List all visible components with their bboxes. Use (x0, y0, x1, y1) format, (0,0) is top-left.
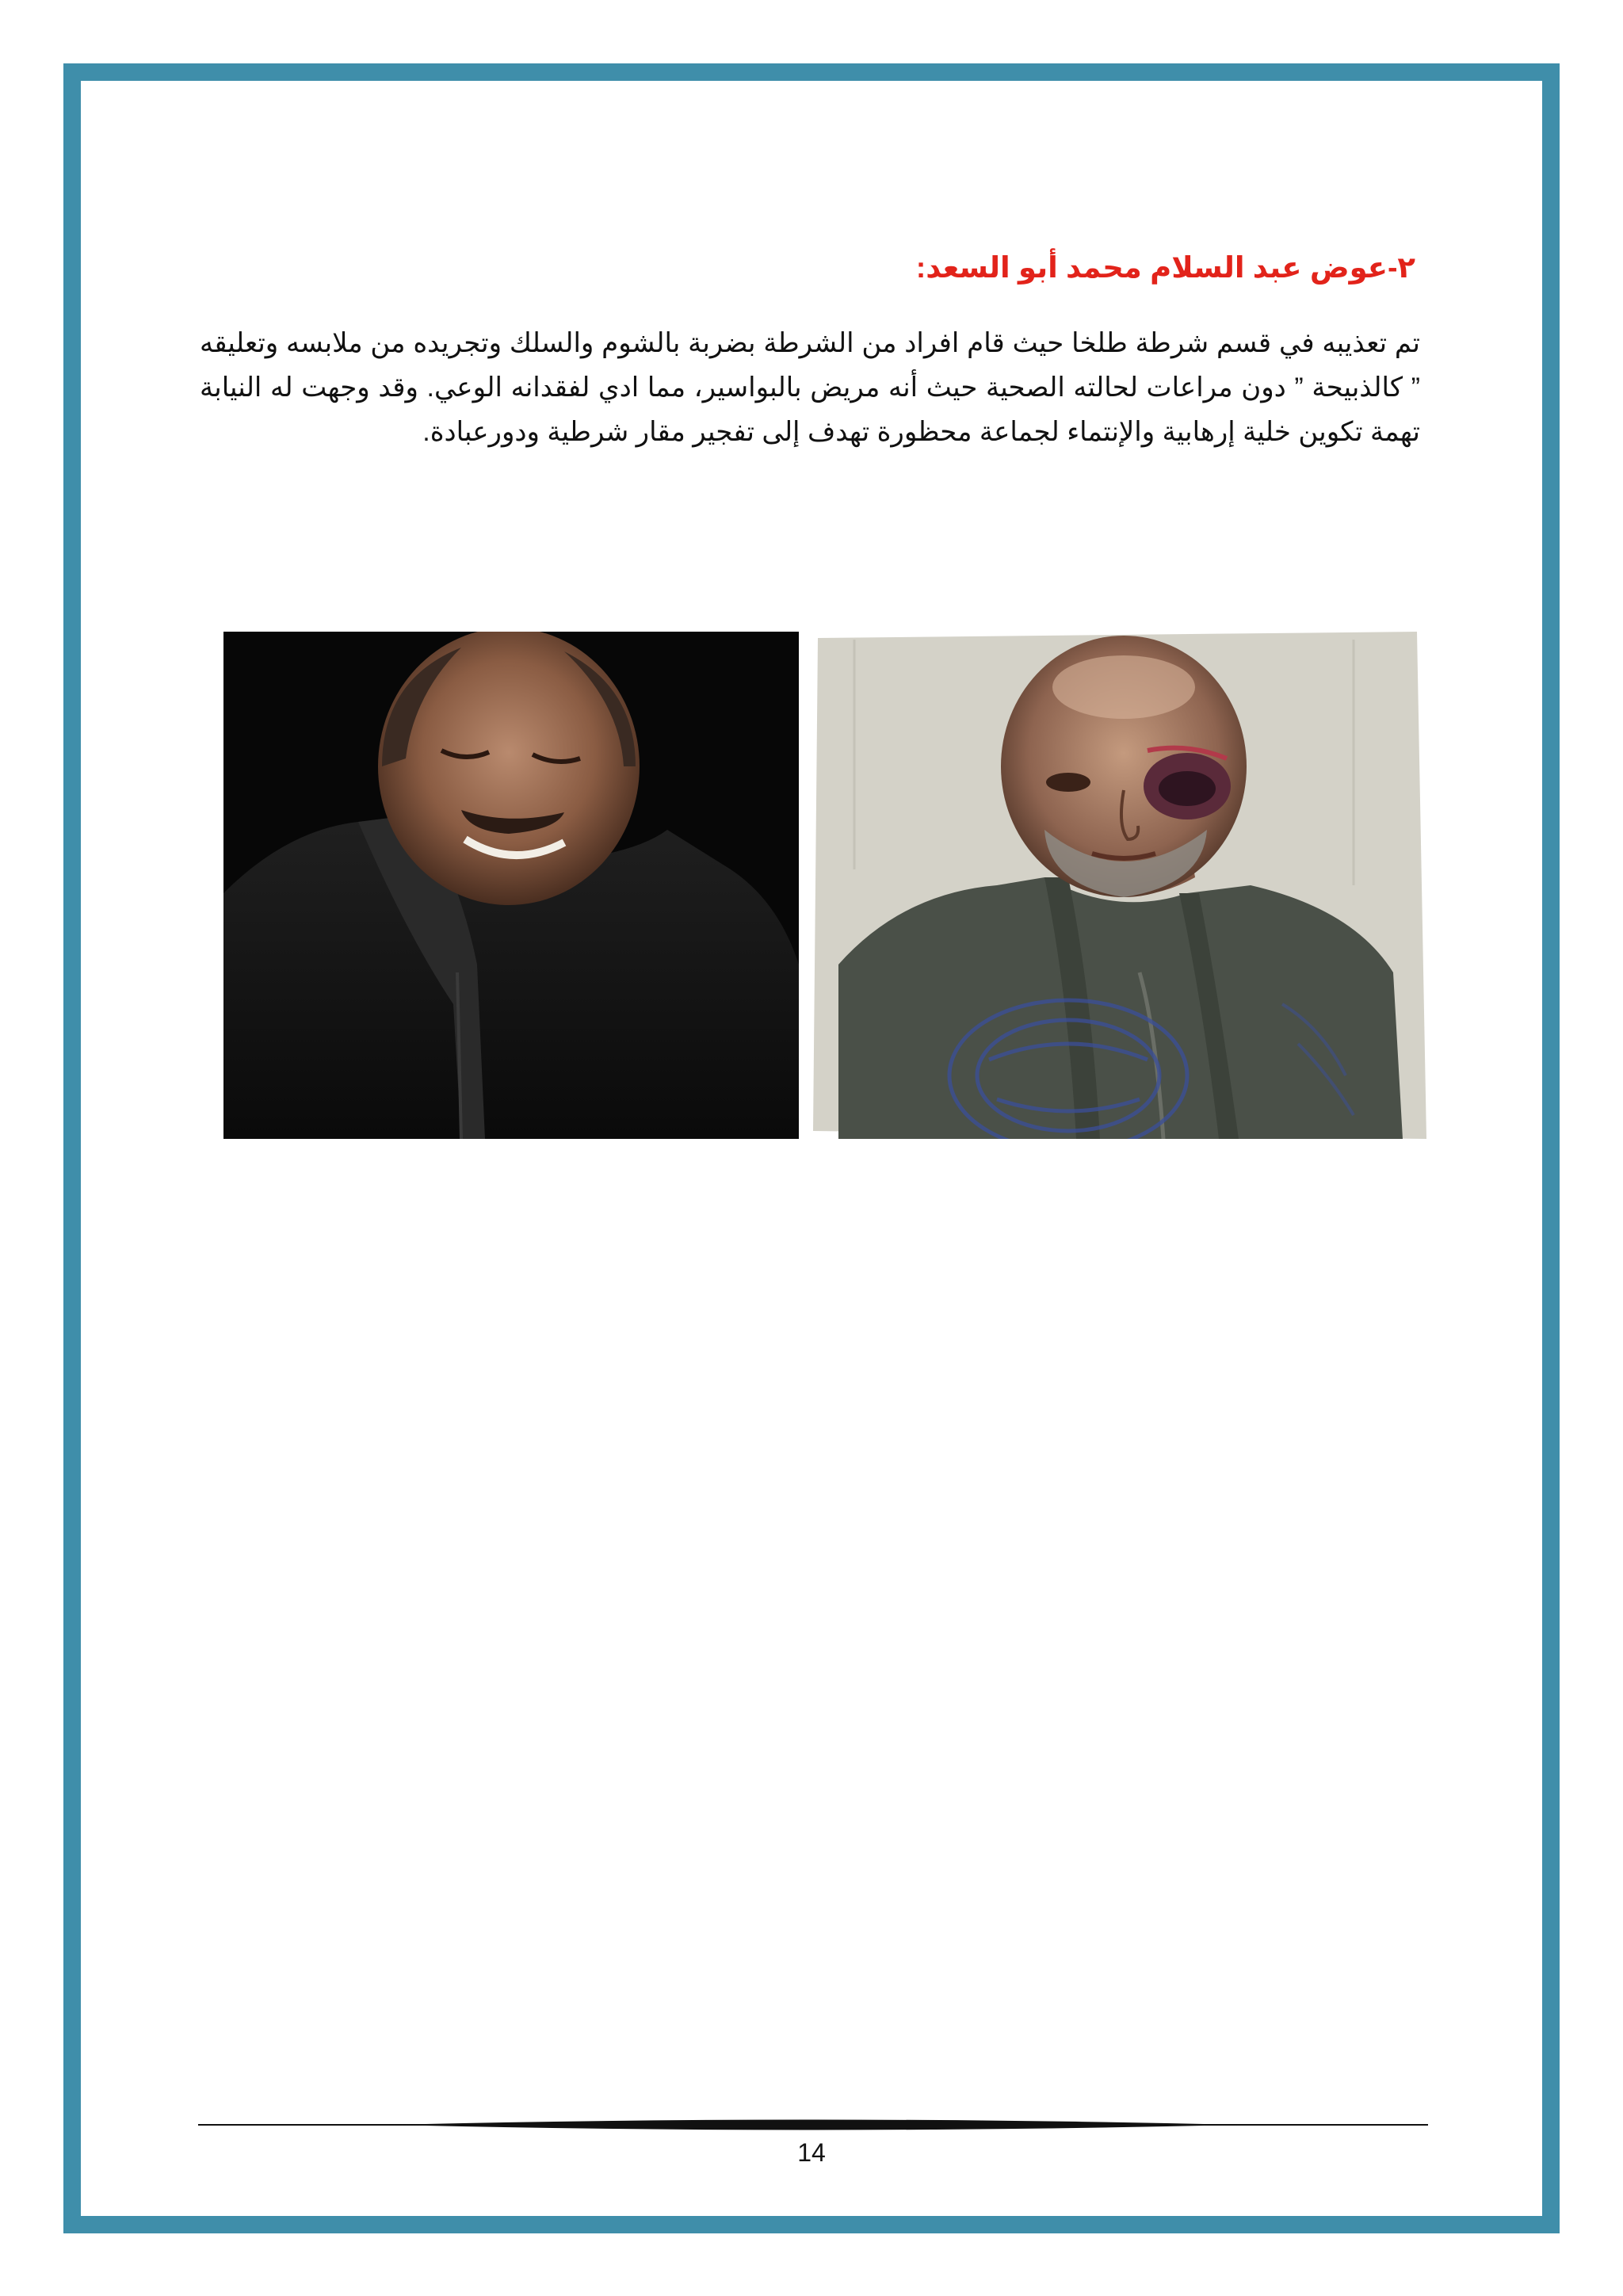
photo-divider (799, 632, 807, 1139)
body-paragraph: تم تعذيبه في قسم شرطة طلخا حيث قام افراد من الشرطة بضربة بالشوم والسلك وتجريده من ملابسه وتعليقه ” كالذبيحة ” دون مراعات لحالته الصحية حيث أنه مريض بالبواسير، مما ادي لفقدانه الوعي. وقد وجهت له النيابة تهمة تكوين خلية إرهابية والإنتماء لجماعة محظورة تهدف إلى تفجير مقار شرطية ودورعبادة. (200, 328, 1420, 447)
photo-strip (223, 632, 1426, 1139)
smiling-man-image (223, 632, 799, 1139)
page-number: 14 (797, 2138, 826, 2167)
right-photo (807, 632, 1426, 1139)
footer-divider (198, 2116, 1428, 2134)
left-photo (223, 632, 799, 1139)
section-heading: ٢-عوض عبد السلام محمد أبو السعد: (915, 251, 1415, 284)
bruised-man-image (807, 632, 1426, 1139)
